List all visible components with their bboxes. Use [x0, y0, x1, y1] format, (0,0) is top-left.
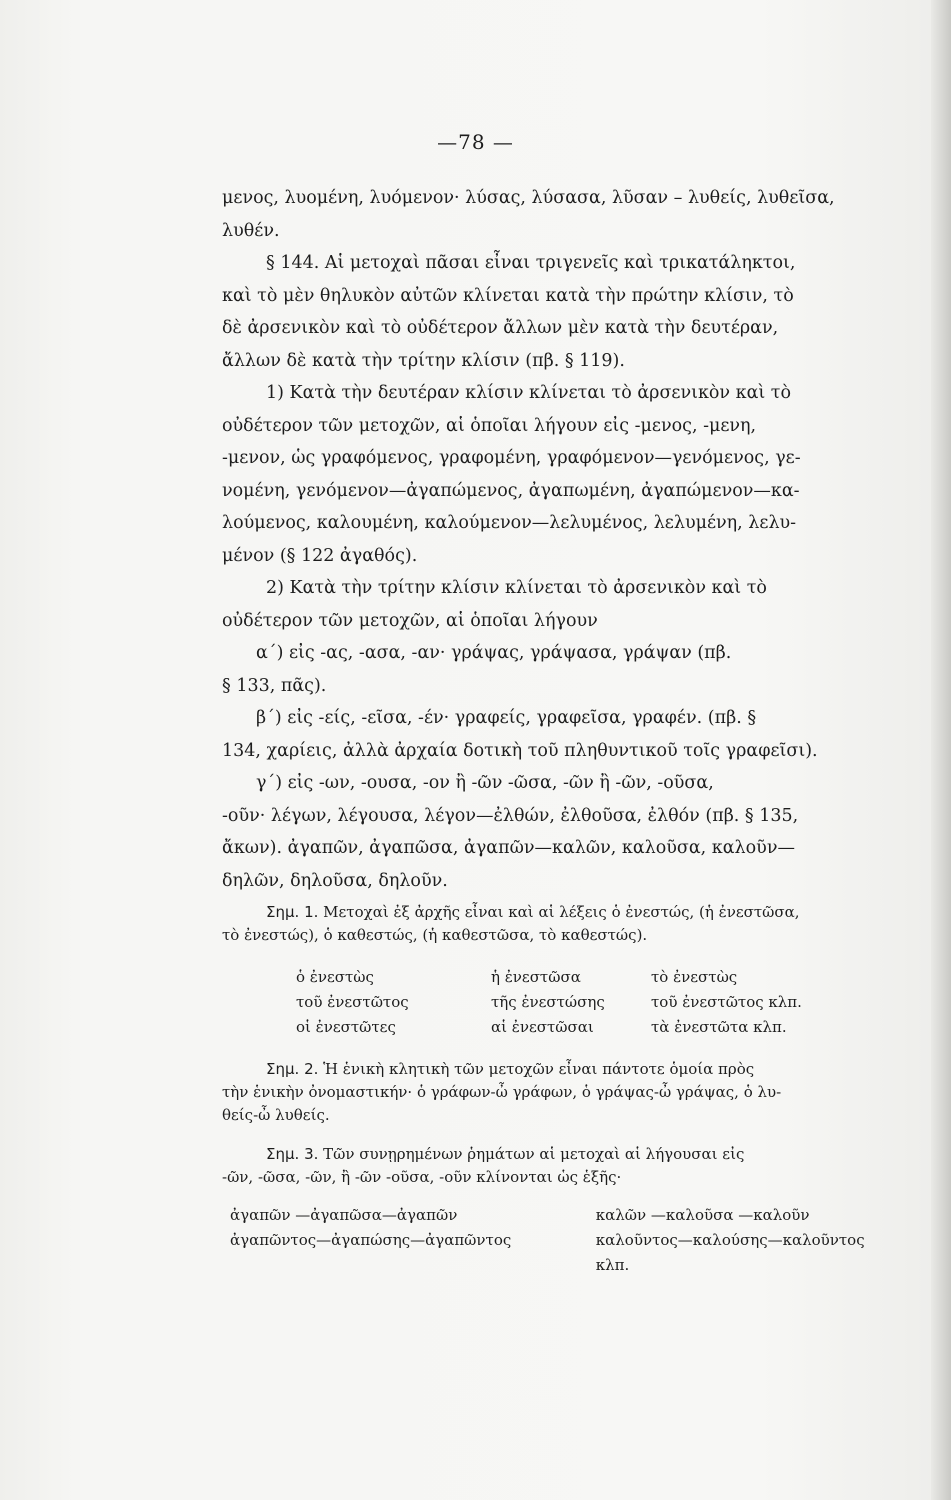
text-line: ἄλλων δὲ κατὰ τὴν τρίτην κλίσιν (πβ. § 119).: [222, 350, 625, 371]
text-line: νομένη, γενόμενον—ἀγαπώμενος, ἀγαπωμένη, ἀγαπώμενον—κα-: [222, 480, 800, 501]
note-3-text: Τῶν συνῃρημένων ῥημάτων αἱ μετοχαὶ αἱ λήγουσαι εἰς: [318, 1145, 745, 1163]
note-2: [222, 1058, 932, 1127]
text-line: οὐδέτερον τῶν μετοχῶν, αἱ ὁποῖαι λήγουν εἰς -μενος, -μενη,: [222, 415, 757, 436]
text-line: μένον (§ 122 ἀγαθός).: [222, 545, 418, 566]
table-cell: καλοῦντος—καλούσης—καλοῦντος: [595, 1231, 865, 1249]
note-1: [222, 901, 932, 947]
rule-1-start: 1) Κατὰ τὴν δευτέραν κλίσιν κλίνεται τὸ ἀρσενικὸν καὶ τὸ: [266, 383, 792, 403]
note-1-text: Μετοχαὶ ἐξ ἀρχῆς εἶναι καὶ αἱ λέξεις ὁ ἐνεστώς, (ἡ ἐνεστῶσα,: [318, 903, 800, 921]
table-cell: τὰ ἐνεστῶτα κλπ.: [651, 1018, 787, 1036]
table-row: [230, 1228, 932, 1253]
declension-table: [230, 965, 861, 1040]
table-cell: ἡ ἐνεστῶσα: [491, 968, 581, 986]
text-line: λυθέν.: [222, 220, 280, 241]
note-2-text: θείς-ὦ λυθείς.: [222, 1106, 330, 1124]
text-line: λούμενος, καλουμένη, καλούμενον—λελυμένος, λελυμένη, λελυ-: [222, 513, 797, 533]
text-line: -οῦν· λέγων, λέγουσα, λέγον—ἐλθών, ἐλθοῦσα, ἐλθόν (πβ. § 135,: [222, 805, 799, 826]
table-row: [230, 1203, 932, 1228]
table-cell: αἱ ἐνεστῶσαι: [491, 1018, 594, 1036]
text-line: -μενον, ὡς γραφόμενος, γραφομένη, γραφόμενον—γενόμενος, γε-: [222, 448, 801, 468]
note-1-text: τὸ ἐνεστώς), ὁ καθεστώς, (ἡ καθεστῶσα, τὸ καθεστώς).: [222, 926, 648, 944]
table-cell: τοῦ ἐνεστῶτος: [296, 993, 409, 1011]
rule-2-start: 2) Κατὰ τὴν τρίτην κλίσιν κλίνεται τὸ ἀρσενικὸν καὶ τὸ: [266, 578, 767, 598]
text-line: καὶ τὸ μὲν θηλυκὸν αὐτῶν κλίνεται κατὰ τὴν πρώτην κλίσιν, τὸ: [222, 285, 794, 306]
note-3: [222, 1143, 932, 1189]
table-cell: [230, 1253, 596, 1278]
table-cell: ἀγαπῶν —ἀγαπῶσα—ἀγαπῶν: [230, 1206, 458, 1224]
table-cell: ἀγαπῶντος—ἀγαπώσης—ἀγαπῶντος: [230, 1231, 512, 1249]
table-row: [230, 990, 861, 1015]
table-cell: καλῶν —καλοῦσα —καλοῦν: [595, 1206, 810, 1224]
table-cell: τὸ ἐνεστὼς: [651, 968, 738, 986]
text-line: ἄκων). ἀγαπῶν, ἀγαπῶσα, ἀγαπῶν—καλῶν, καλοῦσα, καλοῦν—: [222, 838, 795, 858]
contracted-participle-table: [230, 1203, 932, 1278]
table-row: [230, 1015, 861, 1040]
table-row: [230, 1253, 932, 1278]
subrule-b: β΄) εἰς -είς, -εῖσα, -έν· γραφείς, γραφεῖσα, γραφέν. (πβ. §: [256, 708, 757, 728]
table-cell: κλπ.: [595, 1256, 630, 1274]
text-line: μενος, λυομένη, λυόμενον· λύσας, λύσασα, λῦσαν – λυθείς, λυθεῖσα,: [222, 188, 835, 208]
text-line: δηλῶν, δηλοῦσα, δηλοῦν.: [222, 870, 448, 891]
table-row: [230, 965, 861, 990]
text-line: § 133, πᾶς).: [222, 675, 327, 696]
subrule-c: γ΄) εἰς -ων, -ουσα, -ον ἢ -ῶν -ῶσα, -ῶν ἢ -ῶν, -οῦσα,: [256, 773, 714, 793]
note-3-label: Σημ. 3.: [266, 1145, 319, 1163]
page-number: —78 —: [437, 130, 514, 154]
section-144-heading: § 144. Αἱ μετοχαὶ πᾶσαι εἶναι τριγενεῖς καὶ τρικατάληκτοι,: [266, 253, 796, 273]
text-line: δὲ ἀρσενικὸν καὶ τὸ οὐδέτερον ἄλλων μὲν κατὰ τὴν δευτέραν,: [222, 318, 779, 338]
note-3-text: -ῶν, -ῶσα, -ῶν, ἢ -ῶν -οῦσα, -οῦν κλίνονται ὡς ἑξῆς·: [222, 1168, 622, 1186]
note-2-text: τὴν ἑνικὴν ὀνομαστικήν· ὁ γράφων-ὦ γράφων, ὁ γράψας-ὦ γράψας, ὁ λυ-: [222, 1083, 782, 1101]
table-cell: τοῦ ἐνεστῶτος κλπ.: [651, 993, 802, 1011]
page-body: [222, 182, 932, 1278]
text-line: οὐδέτερον τῶν μετοχῶν, αἱ ὁποῖαι λήγουν: [222, 610, 598, 631]
note-1-label: Σημ. 1.: [266, 903, 319, 921]
note-2-label: Σημ. 2.: [266, 1060, 319, 1078]
subrule-a: α΄) εἰς -ας, -ασα, -αν· γράψας, γράψασα, γράψαν (πβ.: [256, 643, 732, 663]
text-line: 134, χαρίεις, ἀλλὰ ἀρχαία δοτικὴ τοῦ πληθυντικοῦ τοῖς γραφεῖσι).: [222, 740, 818, 761]
note-2-text: Ἡ ἑνικὴ κλητικὴ τῶν μετοχῶν εἶναι πάντοτε ὁμοία πρὸς: [318, 1060, 755, 1078]
table-cell: τῆς ἐνεστώσης: [491, 993, 605, 1011]
page-edge: [931, 0, 951, 1500]
table-cell: ὁ ἐνεστὼς: [296, 968, 374, 986]
table-cell: οἱ ἐνεστῶτες: [296, 1018, 396, 1036]
